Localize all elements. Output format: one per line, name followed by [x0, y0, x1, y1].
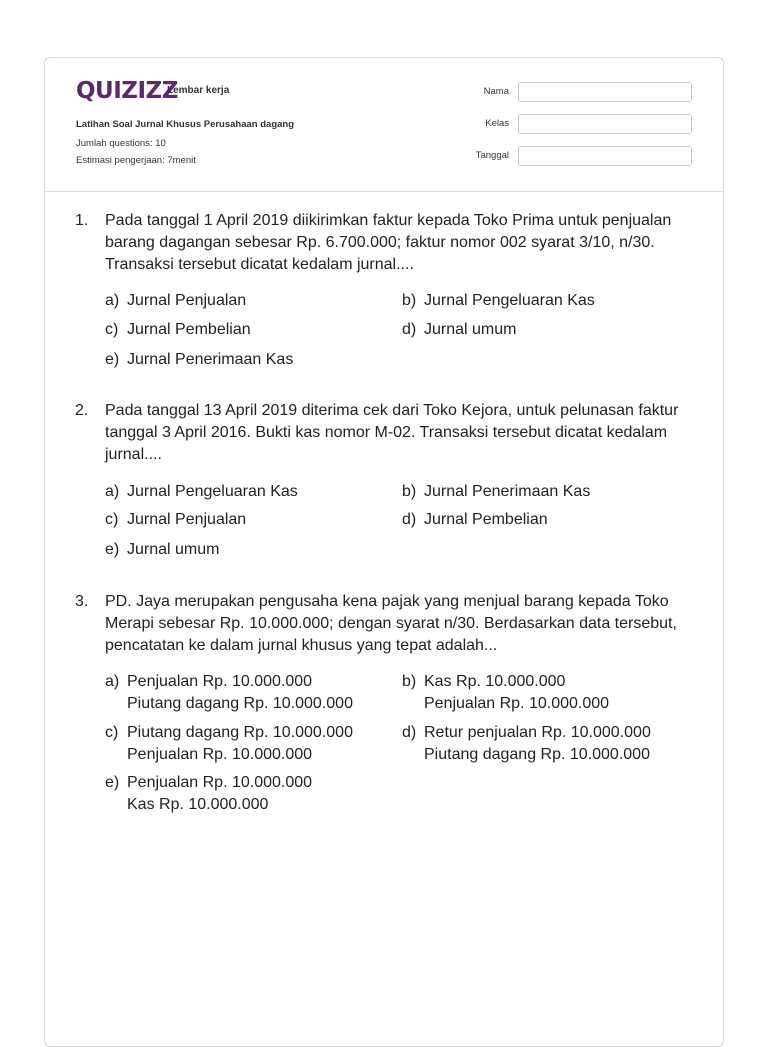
- option-text: Jurnal Penjualan: [127, 292, 247, 309]
- option-text-line-1: Retur penjualan Rp. 10.000.000: [424, 724, 651, 741]
- name-label: Nama: [483, 86, 509, 97]
- class-label: Kelas: [485, 118, 509, 129]
- option-letter: a): [105, 673, 120, 690]
- worksheet-header: [45, 58, 723, 192]
- question-text: Pada tanggal 13 April 2019 diterima cek dari Toko Kejora, untuk pelunasan faktur tanggal 3 April 2016. Bukti kas nomor M-02. Transaksi tersebut dicatat kedalam jurnal....: [105, 402, 679, 463]
- option-text: Jurnal Pembelian: [424, 511, 548, 528]
- option-text-line-2: Kas Rp. 10.000.000: [127, 796, 269, 813]
- option-text: Jurnal Penerimaan Kas: [127, 351, 294, 368]
- option-text: Jurnal Pengeluaran Kas: [424, 292, 595, 309]
- question-text: Pada tanggal 1 April 2019 diikirimkan faktur kepada Toko Prima untuk penjualan barang dagangan sebesar Rp. 6.700.000; faktur nomor 002 syarat 3/10, n/30. Transaksi tersebut dicatat kedalam jurnal....: [105, 212, 672, 273]
- option-letter: c): [105, 511, 119, 528]
- option-text-line-2: Piutang dagang Rp. 10.000.000: [424, 746, 650, 763]
- option-letter: a): [105, 483, 120, 500]
- name-field[interactable]: [518, 82, 692, 102]
- option-text: Jurnal Pembelian: [127, 321, 251, 338]
- date-field[interactable]: [518, 146, 692, 166]
- option-letter: b): [402, 483, 417, 500]
- option-text: Jurnal Pengeluaran Kas: [127, 483, 298, 500]
- option-text-line-2: Penjualan Rp. 10.000.000: [424, 695, 610, 712]
- option-text: Jurnal umum: [127, 541, 220, 558]
- option-letter: b): [402, 673, 417, 690]
- option-letter: c): [105, 724, 119, 741]
- question-count: Jumlah questions: 10: [76, 138, 166, 149]
- question-number: 1.: [75, 212, 89, 229]
- option-letter: e): [105, 541, 120, 558]
- option-letter: e): [105, 774, 120, 791]
- date-label: Tanggal: [475, 150, 509, 161]
- option-letter: d): [402, 321, 417, 338]
- option-text: Jurnal Penerimaan Kas: [424, 483, 591, 500]
- question-number: 2.: [75, 402, 89, 419]
- option-text-line-2: Piutang dagang Rp. 10.000.000: [127, 695, 353, 712]
- time-estimate: Estimasi pengerjaan: 7menit: [76, 155, 196, 166]
- option-letter: d): [402, 724, 417, 741]
- option-text-line-1: Piutang dagang Rp. 10.000.000: [127, 724, 353, 741]
- option-text: Jurnal umum: [424, 321, 517, 338]
- quizizz-logo: QUIZIZZ: [76, 78, 178, 104]
- class-field[interactable]: [518, 114, 692, 134]
- option-letter: b): [402, 292, 417, 309]
- option-letter: a): [105, 292, 120, 309]
- logo-subtitle: Lembar kerja: [167, 85, 230, 96]
- option-letter: d): [402, 511, 417, 528]
- option-text-line-2: Penjualan Rp. 10.000.000: [127, 746, 313, 763]
- worksheet-title: Latihan Soal Jurnal Khusus Perusahaan dagang: [76, 119, 295, 130]
- option-text-line-1: Penjualan Rp. 10.000.000: [127, 673, 313, 690]
- question-number: 3.: [75, 593, 89, 610]
- option-text-line-1: Penjualan Rp. 10.000.000: [127, 774, 313, 791]
- option-letter: e): [105, 351, 120, 368]
- question-text: PD. Jaya merupakan pengusaha kena pajak yang menjual barang kepada Toko Merapi sebesar Rp. 10.000.000; dengan syarat n/30. Berdasarkan data tersebut, pencatatan ke dalam jurnal khusus yang tepat adalah...: [105, 593, 677, 654]
- option-text: Jurnal Penjualan: [127, 511, 247, 528]
- option-letter: c): [105, 321, 119, 338]
- option-text-line-1: Kas Rp. 10.000.000: [424, 673, 566, 690]
